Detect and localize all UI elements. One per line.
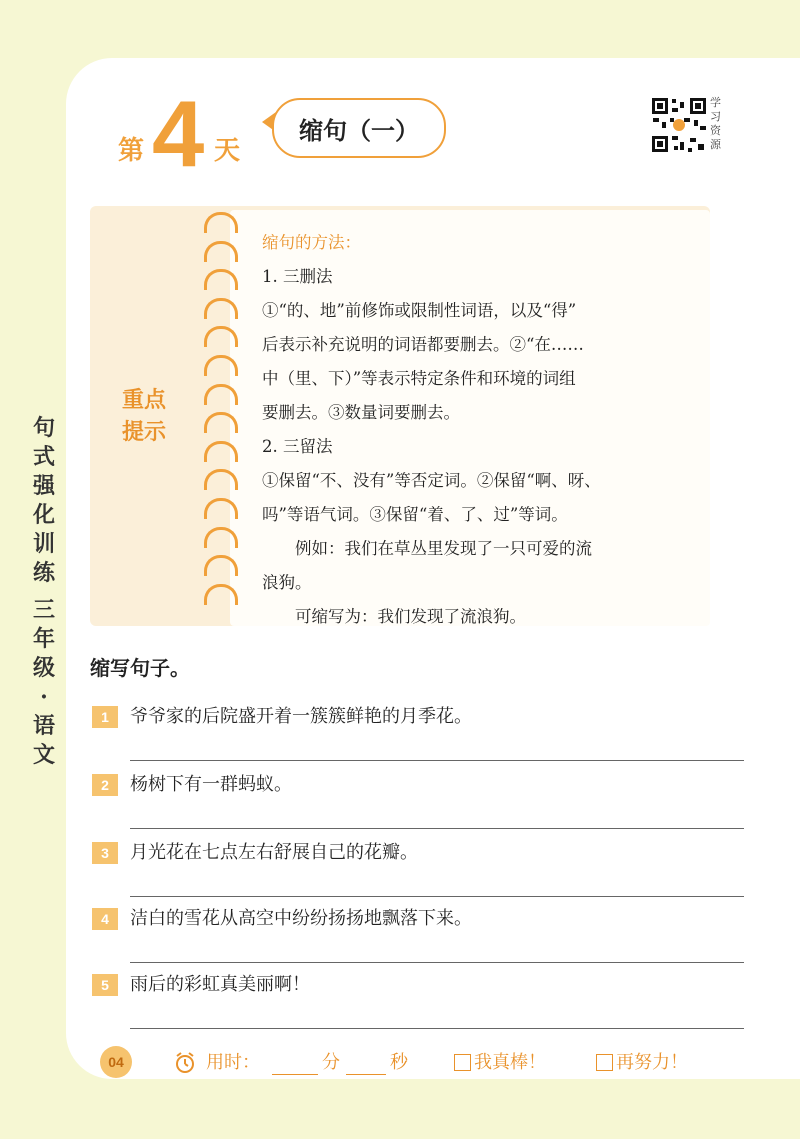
seconds-label: 秒	[390, 1052, 408, 1073]
spiral-ring	[204, 269, 238, 290]
spiral-ring	[204, 555, 238, 576]
item-number-badge: 2	[92, 774, 118, 796]
sidebar-char: 练	[32, 560, 55, 586]
day-number: 4	[152, 81, 205, 186]
key-tips-label-line: 提示	[122, 419, 167, 445]
item-number-badge: 3	[92, 842, 118, 864]
qr-code-icon[interactable]	[650, 96, 708, 154]
lesson-title: 缩句（一）	[299, 115, 419, 145]
page-number: 04	[100, 1046, 132, 1078]
item-sentence: 爷爷家的后院盛开着一簇簇鲜艳的月季花。	[130, 706, 472, 727]
minutes-blank[interactable]	[272, 1074, 318, 1075]
time-label: 用时：	[206, 1052, 260, 1073]
key-tips-label	[122, 384, 172, 448]
key-tips-content	[262, 226, 702, 634]
answer-line[interactable]	[130, 896, 744, 897]
tips-line: 浪狗。	[262, 573, 312, 592]
great-option-label: 我真棒！	[474, 1052, 546, 1073]
minutes-label: 分	[322, 1052, 340, 1073]
sidebar-char: 强	[32, 473, 55, 499]
try-harder-checkbox[interactable]	[596, 1054, 613, 1071]
tips-line: ①保留“不、没有”等否定词。②保留“啊、呀、	[262, 471, 601, 490]
tips-line: 1. 三删法	[262, 267, 333, 286]
spiral-ring	[204, 326, 238, 347]
sidebar-char: 级	[32, 655, 55, 681]
sidebar-char: 年	[32, 626, 55, 652]
seconds-blank[interactable]	[346, 1074, 386, 1075]
spiral-ring	[204, 412, 238, 433]
exercise-heading: 缩写句子。	[90, 656, 190, 680]
item-number-badge: 1	[92, 706, 118, 728]
tips-line: 2. 三留法	[262, 437, 333, 456]
tips-line: 后表示补充说明的词语都要删去。②“在……	[262, 335, 584, 354]
key-tips-label-line: 重点	[122, 387, 167, 413]
sidebar-char: 语	[32, 713, 55, 739]
item-number-badge: 4	[92, 908, 118, 930]
sidebar-grade	[22, 596, 66, 770]
tips-line: 吗”等语气词。③保留“着、了、过”等词。	[262, 505, 568, 524]
sidebar-char: 式	[32, 444, 55, 470]
item-sentence: 雨后的彩虹真美丽啊！	[130, 974, 310, 995]
sidebar-char: 句	[32, 415, 55, 441]
page-footer	[100, 1046, 740, 1082]
answer-line[interactable]	[130, 1028, 744, 1029]
sidebar-subject	[22, 414, 66, 588]
lesson-title-bubble	[272, 98, 446, 158]
great-checkbox[interactable]	[454, 1054, 471, 1071]
spiral-ring	[204, 469, 238, 490]
sidebar-char: 三	[32, 597, 55, 623]
answer-line[interactable]	[130, 828, 744, 829]
item-sentence: 杨树下有一群蚂蚁。	[130, 774, 292, 795]
qr-caption: 学习资源	[710, 96, 721, 151]
alarm-clock-icon	[174, 1052, 196, 1074]
day-prefix: 第	[118, 136, 145, 166]
tips-heading: 缩句的方法：	[262, 233, 361, 252]
item-sentence: 洁白的雪花从高空中纷纷扬扬地飘落下来。	[130, 908, 472, 929]
sidebar-char: 训	[32, 531, 55, 557]
tips-line: 要删去。③数量词要删去。	[262, 403, 460, 422]
sidebar-char: 化	[32, 502, 55, 528]
tips-line: 可缩写为：我们发现了流浪狗。	[262, 607, 526, 626]
tips-line: 中（里、下）”等表示特定条件和环境的词组	[262, 369, 576, 388]
sidebar-char: 文	[32, 742, 55, 768]
item-sentence: 月光花在七点左右舒展自己的花瓣。	[130, 842, 418, 863]
tips-line: ①“的、地”前修饰或限制性词语，以及“得”	[262, 301, 577, 320]
try-harder-option-label: 再努力！	[616, 1052, 688, 1073]
sidebar-char: ·	[40, 684, 48, 710]
item-number-badge: 5	[92, 974, 118, 996]
answer-line[interactable]	[130, 962, 744, 963]
day-suffix: 天	[214, 136, 241, 166]
tips-line: 例如：我们在草丛里发现了一只可爱的流	[262, 539, 592, 558]
answer-line[interactable]	[130, 760, 744, 761]
